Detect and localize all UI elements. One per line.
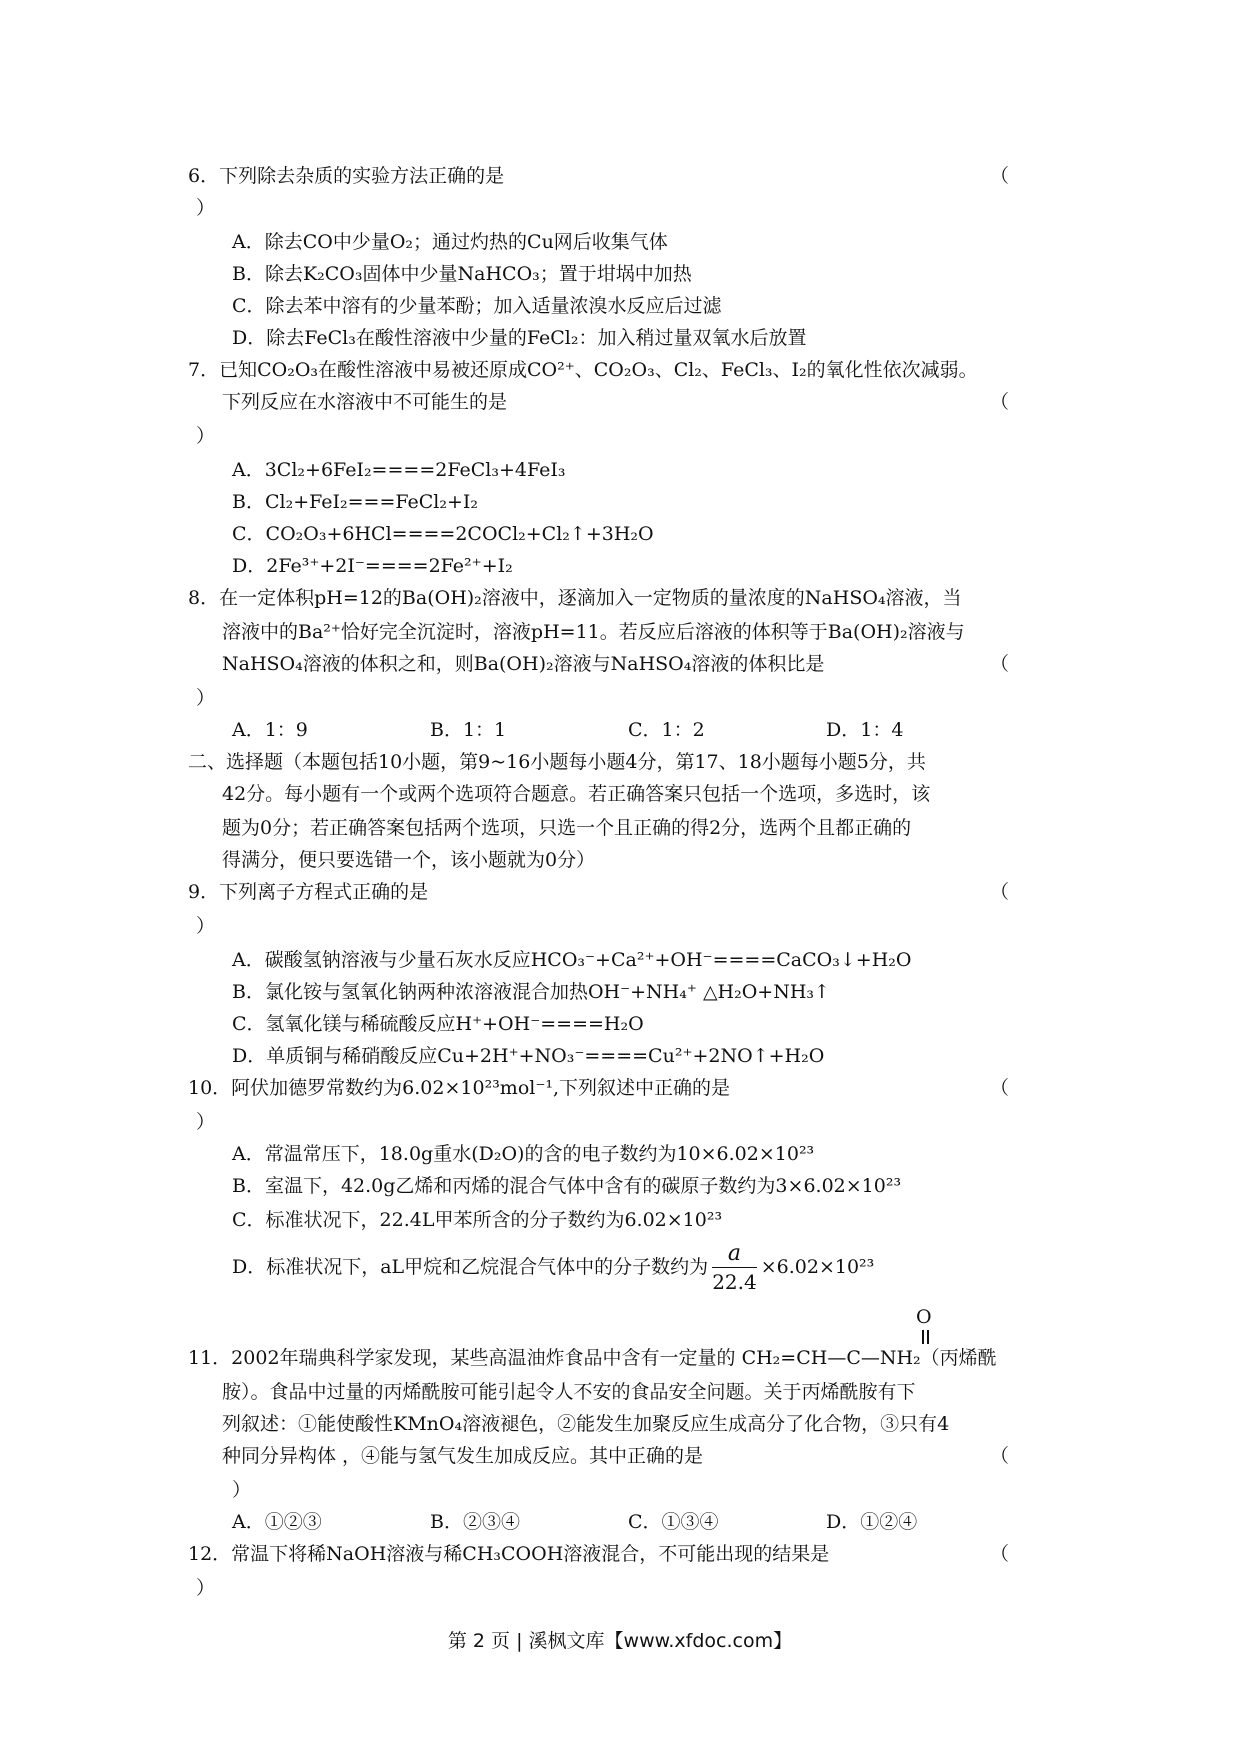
answer-paren-close: ） bbox=[232, 1479, 252, 1501]
question-8-line2: 溶液中的Ba²⁺恰好完全沉淀时，溶液pH=11。若反应后溶液的体积等于Ba(OH)₂溶液与 bbox=[222, 621, 965, 643]
answer-paren-open: （ bbox=[990, 881, 1010, 903]
fraction-denominator: 22.4 bbox=[712, 1269, 757, 1294]
question-8: 8．在一定体积pH=12的Ba(OH)₂溶液中，逐滴加入一定物质的量浓度的NaHSO₄溶液，当 bbox=[188, 587, 962, 609]
answer-paren-open: （ bbox=[990, 391, 1010, 413]
section-2-line4: 得满分，便只要选错一个，该小题就为0分） bbox=[222, 849, 596, 871]
option-9b: B．氯化铵与氢氧化钠两种浓溶液混合加热OH⁻+NH₄⁺ △H₂O+NH₃↑ bbox=[232, 981, 830, 1003]
answer-paren-close: ） bbox=[196, 1577, 216, 1599]
option-10d bbox=[232, 1240, 874, 1296]
answer-paren-close: ） bbox=[196, 425, 216, 447]
option-6c: C．除去苯中溶有的少量苯酚；加入适量浓溴水反应后过滤 bbox=[232, 295, 722, 317]
question-11-line3: 列叙述：①能使酸性KMnO₄溶液褪色，②能发生加聚反应生成高分了化合物，③只有4 bbox=[222, 1413, 950, 1435]
option-7a: A．3Cl₂+6FeI₂====2FeCl₃+4FeI₃ bbox=[232, 459, 566, 481]
options-row-8 bbox=[232, 718, 1024, 742]
option-10a: A．常温常压下，18.0g重水(D₂O)的含的电子数约为10×6.02×10²³ bbox=[232, 1143, 815, 1165]
option-8a: A．1：9 bbox=[232, 719, 308, 741]
question-7-line2: 下列反应在水溶液中不可能生的是 bbox=[222, 391, 508, 413]
question-10: 10．阿伏加德罗常数约为6.02×10²³mol⁻¹,下列叙述中正确的是 bbox=[188, 1077, 731, 1099]
carbonyl-double-bond bbox=[922, 1330, 929, 1344]
question-9: 9．下列离子方程式正确的是 bbox=[188, 881, 429, 903]
option-7d: D．2Fe³⁺+2I⁻====2Fe²⁺+I₂ bbox=[232, 555, 513, 577]
answer-paren-open: （ bbox=[990, 1445, 1010, 1467]
option-6a: A．除去CO中少量O₂；通过灼热的Cu网后收集气体 bbox=[232, 231, 668, 253]
option-8d: D．1：4 bbox=[826, 719, 904, 741]
option-9c: C．氢氧化镁与稀硫酸反应H⁺+OH⁻====H₂O bbox=[232, 1013, 644, 1035]
option-11c: C．①③④ bbox=[628, 1511, 719, 1533]
question-7: 7．已知CO₂O₃在酸性溶液中易被还原成CO²⁺、CO₂O₃、Cl₂、FeCl₃、I₂的氧化性依次减弱。 bbox=[188, 359, 978, 381]
option-6d: D．除去FeCl₃在酸性溶液中少量的FeCl₂：加入稍过量双氧水后放置 bbox=[232, 327, 807, 349]
answer-paren-close: ） bbox=[196, 687, 216, 709]
option-11d: D．①②④ bbox=[826, 1511, 918, 1533]
answer-paren-open: （ bbox=[990, 1077, 1010, 1099]
answer-paren-close: ） bbox=[196, 1111, 216, 1133]
answer-paren-open: （ bbox=[990, 1543, 1010, 1565]
option-11b: B．②③④ bbox=[430, 1511, 520, 1533]
page-footer: 第 2 页 | 溪枫文库【www.xfdoc.com】 bbox=[447, 1630, 793, 1652]
option-10d-text: D．标准状况下，aL甲烷和乙烷混合气体中的分子数约为 bbox=[232, 1256, 709, 1278]
option-11a: A．①②③ bbox=[232, 1511, 322, 1533]
option-10d-tail: ×6.02×10²³ bbox=[760, 1256, 875, 1278]
question-11-line4: 种同分异构体 ，④能与氢气发生加成反应。其中正确的是 bbox=[222, 1445, 704, 1467]
answer-paren-close: ） bbox=[196, 915, 216, 937]
answer-paren-close: ） bbox=[196, 197, 216, 219]
option-9d: D．单质铜与稀硝酸反应Cu+2H⁺+NO₃⁻====Cu²⁺+2NO↑+H₂O bbox=[232, 1045, 825, 1067]
option-6b: B．除去K₂CO₃固体中少量NaHCO₃；置于坩埚中加热 bbox=[232, 263, 692, 285]
option-10b: B．室温下，42.0g乙烯和丙烯的混合气体中含有的碳原子数约为3×6.02×10²³ bbox=[232, 1175, 902, 1197]
option-8b: B．1：1 bbox=[430, 719, 507, 741]
answer-paren-open: （ bbox=[990, 653, 1010, 675]
question-11: 11．2002年瑞典科学家发现，某些高温油炸食品中含有一定量的 CH₂=CH—C—NH₂（丙烯酰 bbox=[188, 1347, 997, 1369]
question-8-line3: NaHSO₄溶液的体积之和，则Ba(OH)₂溶液与NaHSO₄溶液的体积比是 bbox=[222, 653, 825, 675]
option-9a: A．碳酸氢钠溶液与少量石灰水反应HCO₃⁻+Ca²⁺+OH⁻====CaCO₃↓+H₂O bbox=[232, 949, 912, 971]
question-11-line2: 胺）。食品中过量的丙烯酰胺可能引起令人不安的食品安全问题。关于丙烯酰胺有下 bbox=[222, 1381, 916, 1403]
carbonyl-oxygen-label: O bbox=[916, 1306, 932, 1328]
question-12: 12．常温下将稀NaOH溶液与稀CH₃COOH溶液混合，不可能出现的结果是 bbox=[188, 1543, 830, 1565]
fraction bbox=[712, 1241, 757, 1296]
option-10c: C．标准状况下，22.4L甲苯所含的分子数约为6.02×10²³ bbox=[232, 1209, 723, 1231]
option-8c: C．1：2 bbox=[628, 719, 705, 741]
answer-paren-open: （ bbox=[990, 165, 1010, 187]
section-2-line2: 42分。每小题有一个或两个选项符合题意。若正确答案只包括一个选项，多选时，该 bbox=[222, 783, 931, 805]
option-7c: C．CO₂O₃+6HCl====2COCl₂+Cl₂↑+3H₂O bbox=[232, 523, 654, 545]
option-7b: B．Cl₂+FeI₂===FeCl₂+I₂ bbox=[232, 491, 479, 513]
question-6: 6．下列除去杂质的实验方法正确的是 bbox=[188, 165, 505, 187]
section-2-line3: 题为0分；若正确答案包括两个选项，只选一个且正确的得2分，选两个且都正确的 bbox=[222, 817, 912, 839]
options-row-11 bbox=[232, 1510, 1024, 1534]
section-2-heading: 二、选择题（本题包括10小题，第9~16小题每小题4分，第17、18小题每小题5分，共 bbox=[188, 751, 926, 773]
fraction-numerator: a bbox=[712, 1241, 757, 1268]
